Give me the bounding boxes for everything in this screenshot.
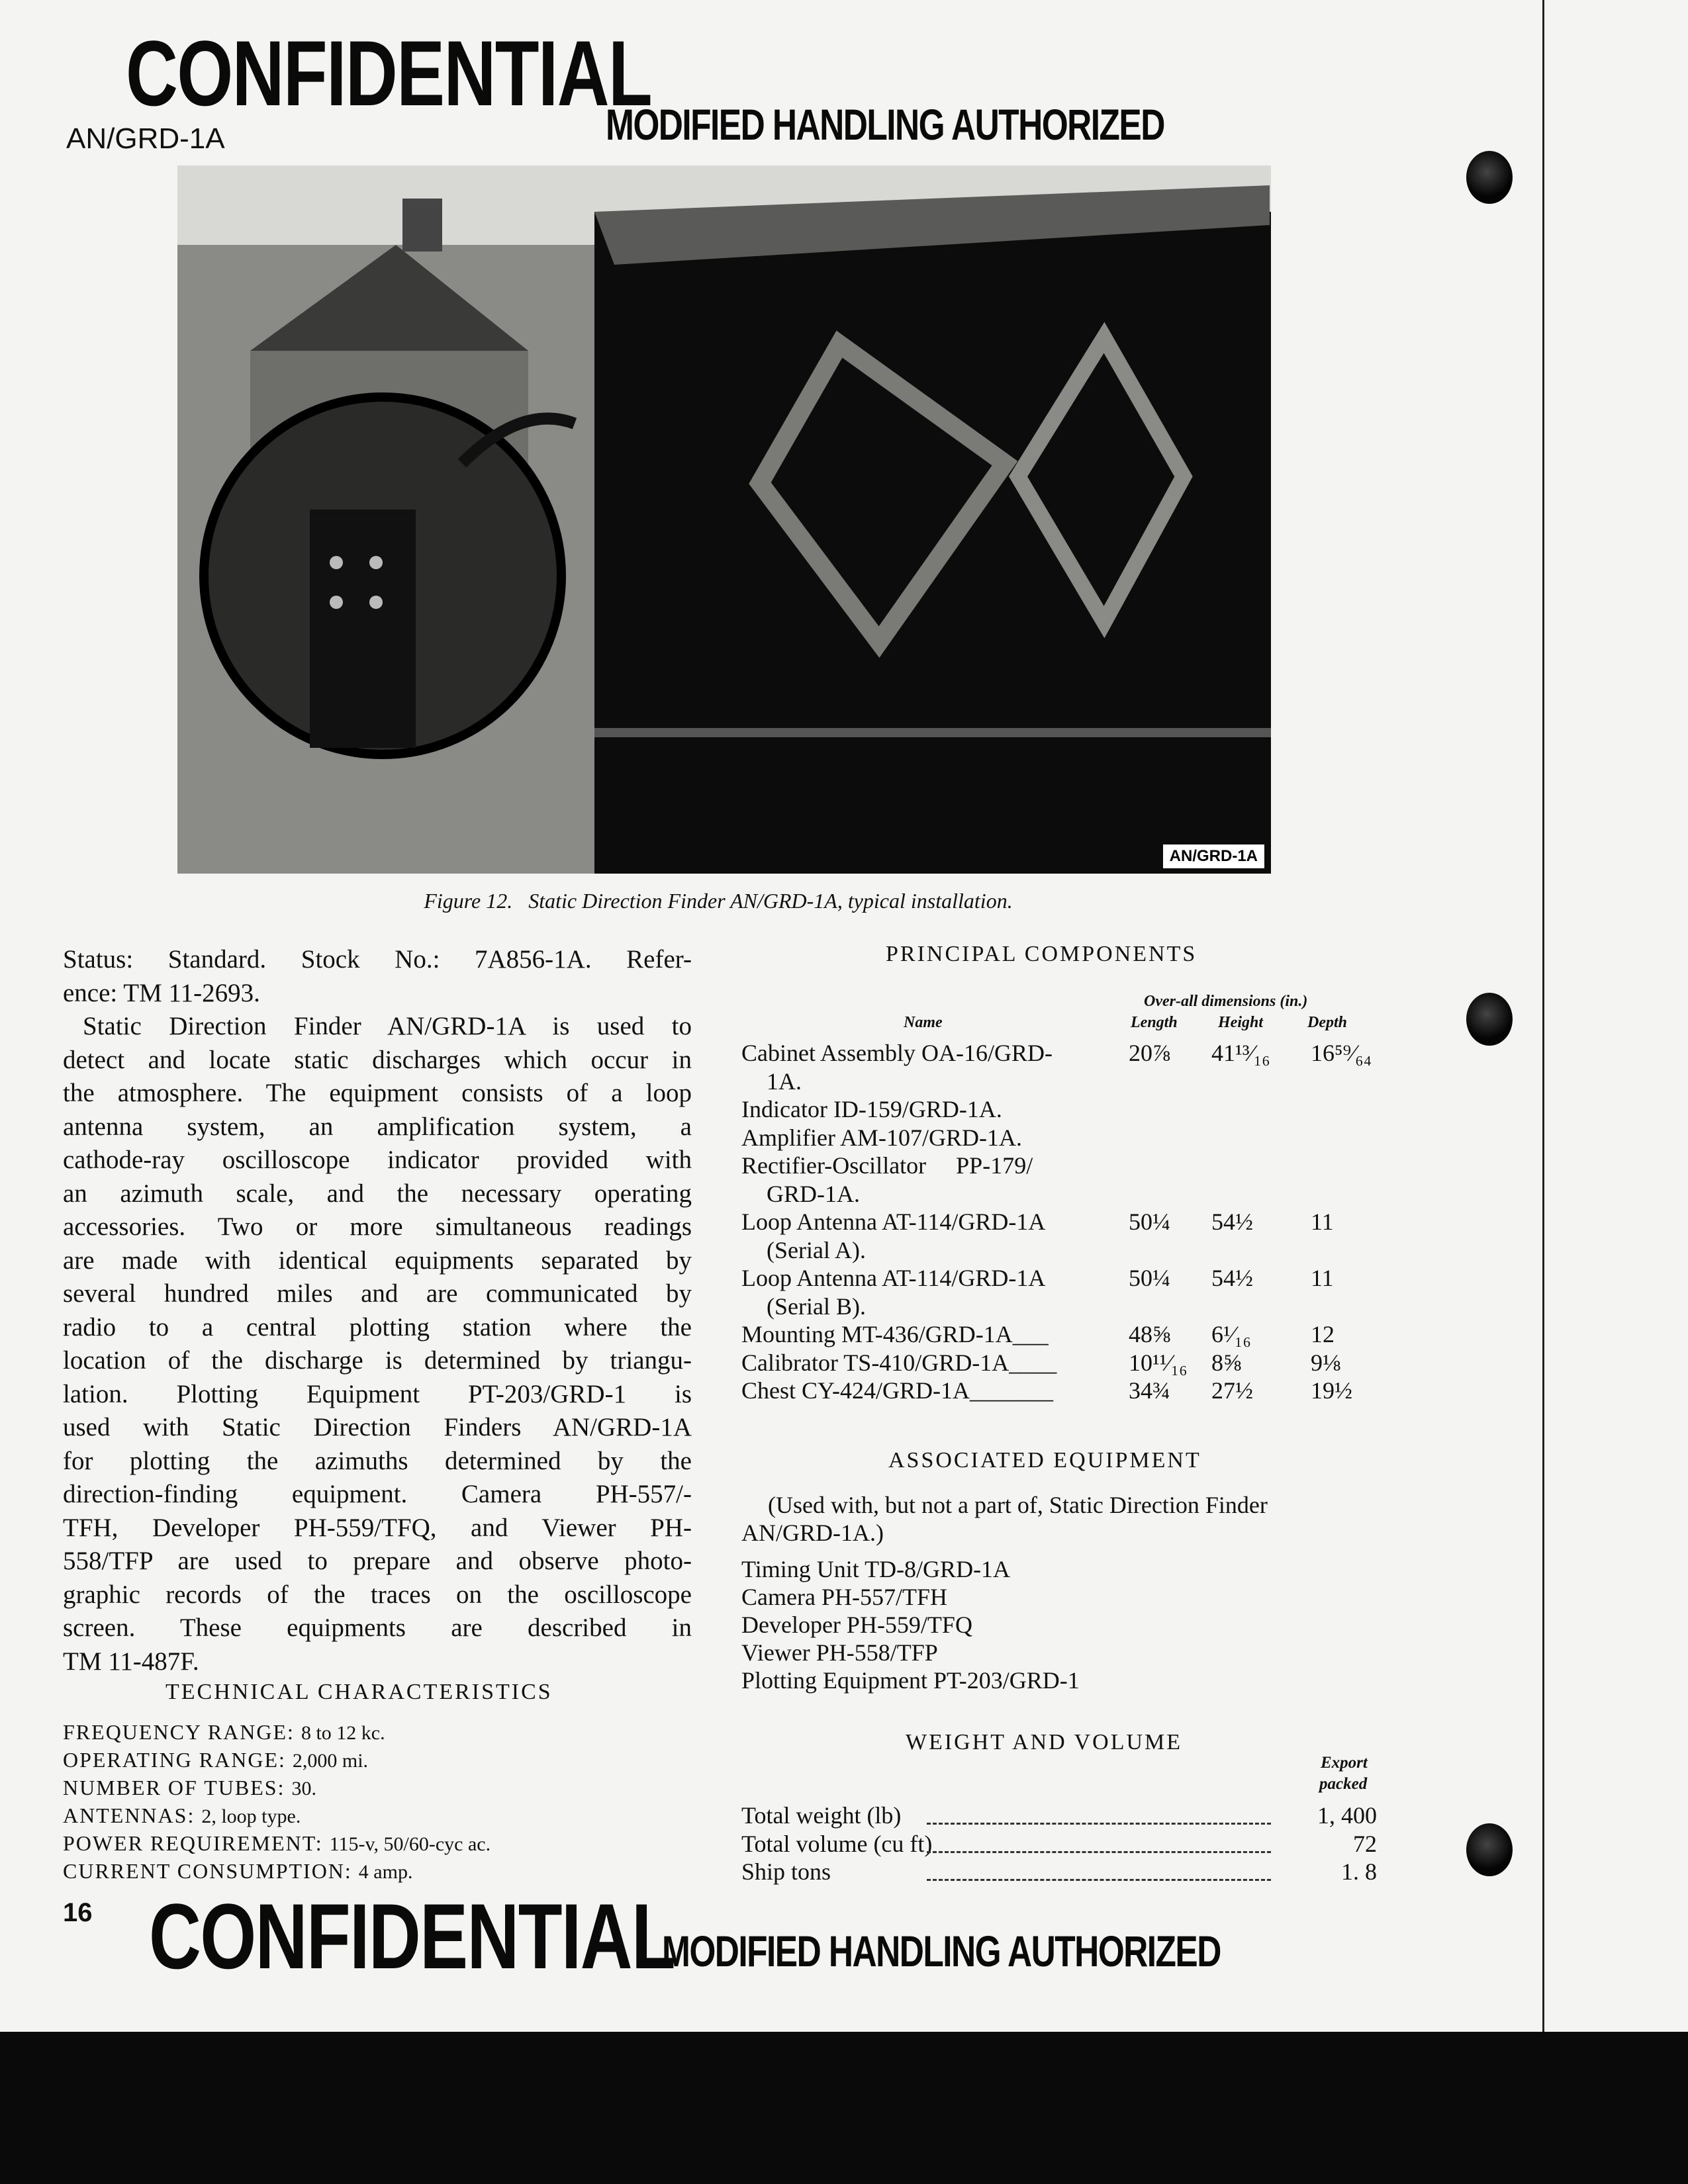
body-line: Static Direction Finder AN/GRD-1A is used to: [83, 1012, 692, 1040]
component-name: Loop Antenna AT-114/GRD-1A: [741, 1265, 1046, 1291]
weight-label: Ship tons: [741, 1858, 831, 1885]
component-name: Cabinet Assembly OA-16/GRD-: [741, 1040, 1053, 1066]
component-depth: 9⅛: [1311, 1349, 1340, 1376]
binder-hole: [1466, 1823, 1513, 1876]
figure-photo: [177, 165, 1271, 874]
component-name-cont: 1A.: [767, 1068, 802, 1095]
body-line: cathode-ray oscilloscope indicator provided with: [63, 1146, 692, 1174]
body-line: ence: TM 11-2693.: [63, 978, 260, 1007]
component-name: Amplifier AM-107/GRD-1A.: [741, 1124, 1022, 1151]
associated-item: Timing Unit TD-8/GRD-1A: [741, 1556, 1011, 1582]
weight-volume-title: WEIGHT AND VOLUME: [906, 1730, 1183, 1754]
body-line: the atmosphere. The equipment consists of a loop: [63, 1079, 692, 1107]
component-name-cont: (Serial B).: [767, 1293, 866, 1320]
body-line: location of the discharge is determined by triangu-: [63, 1346, 692, 1375]
component-name: Mounting MT-436/GRD-1A___: [741, 1321, 1049, 1347]
component-name: Chest CY-424/GRD-1A_______: [741, 1377, 1054, 1404]
component-height: 6¹⁄₁₆: [1211, 1321, 1251, 1347]
weight-label: Total volume (cu ft): [741, 1830, 933, 1857]
associated-note-cont: AN/GRD-1A.): [741, 1520, 884, 1546]
component-depth: 19½: [1311, 1377, 1352, 1404]
modified-handling-stamp-bottom: MODIFIED HANDLING AUTHORIZED: [662, 1927, 1221, 1976]
scan-border: [0, 2032, 1688, 2184]
tech-item: [63, 1746, 368, 1775]
component-height: 54½: [1211, 1208, 1253, 1235]
body-line: TFH, Developer PH-559/TFQ, and Viewer PH-: [63, 1513, 692, 1542]
component-name: Calibrator TS-410/GRD-1A____: [741, 1349, 1057, 1376]
component-length: 50¼: [1129, 1265, 1170, 1291]
tech-item: [63, 1774, 316, 1803]
body-line: graphic records of the traces on the oscilloscope: [63, 1580, 692, 1609]
col-height: Height: [1218, 1014, 1264, 1031]
component-depth: 11: [1311, 1265, 1334, 1291]
tech-value: 2,000 mi.: [292, 1750, 369, 1772]
tech-label: ANTENNAS:: [63, 1803, 195, 1827]
col-length: Length: [1131, 1014, 1178, 1031]
component-depth: 11: [1311, 1208, 1334, 1235]
component-length: 20⅞: [1129, 1040, 1170, 1066]
body-line: Status: Standard. Stock No.: 7A856-1A. Refer-: [63, 945, 692, 974]
binder-hole: [1466, 993, 1513, 1046]
export-header: Export: [1321, 1754, 1368, 1772]
associated-item: Camera PH-557/TFH: [741, 1584, 947, 1610]
dims-header: Over-all dimensions (in.): [1144, 993, 1308, 1010]
col-name: Name: [904, 1014, 943, 1031]
dot-leader: [927, 1851, 1271, 1853]
component-height: 41¹³⁄₁₆: [1211, 1040, 1270, 1066]
component-name-cont: (Serial A).: [767, 1236, 866, 1263]
component-length: 34¾: [1129, 1377, 1170, 1404]
component-length: 48⅝: [1129, 1321, 1170, 1347]
tech-value: 8 to 12 kc.: [301, 1722, 385, 1744]
component-height: 54½: [1211, 1265, 1253, 1291]
component-length: 50¼: [1129, 1208, 1170, 1235]
component-depth: 16⁵⁹⁄₆₄: [1311, 1040, 1372, 1066]
component-name-cont: GRD-1A.: [767, 1180, 860, 1207]
body-line: radio to a central plotting station where the: [63, 1312, 692, 1342]
tech-item: [63, 1857, 412, 1886]
confidential-stamp-bottom: CONFIDENTIAL: [149, 1884, 675, 1988]
tech-label: CURRENT CONSUMPTION:: [63, 1859, 352, 1883]
associated-note: (Used with, but not a part of, Static Direction Finder: [768, 1492, 1268, 1518]
body-line: are made with identical equipments separated by: [63, 1246, 692, 1275]
page-edge-line: [1542, 0, 1544, 2032]
body-line: 558/TFP are used to prepare and observe photo-: [63, 1547, 692, 1575]
associated-item: Developer PH-559/TFQ: [741, 1612, 972, 1638]
body-line: detect and locate static discharges which occur in: [63, 1045, 692, 1074]
weight-value: 1, 400: [1317, 1802, 1377, 1829]
body-line: several hundred miles and are communicated by: [63, 1279, 692, 1308]
body-line: antenna system, an amplification system, a: [63, 1112, 692, 1141]
packed-header: packed: [1319, 1775, 1368, 1793]
weight-value: 72: [1353, 1830, 1377, 1857]
associated-item: Viewer PH-558/TFP: [741, 1639, 938, 1666]
tech-label: NUMBER OF TUBES:: [63, 1776, 285, 1799]
photo-label: AN/GRD-1A: [1163, 844, 1264, 868]
dot-leader: [927, 1823, 1271, 1825]
principal-components-title: PRINCIPAL COMPONENTS: [886, 942, 1197, 966]
tech-value: 4 amp.: [358, 1861, 413, 1883]
body-line: an azimuth scale, and the necessary operating: [63, 1179, 692, 1208]
tech-value: 115-v, 50/60-cyc ac.: [329, 1833, 491, 1855]
technical-characteristics-title: TECHNICAL CHARACTERISTICS: [165, 1680, 553, 1704]
tech-item: [63, 1829, 491, 1858]
body-line: direction-finding equipment. Camera PH-557/-: [63, 1480, 692, 1508]
associated-equipment-title: ASSOCIATED EQUIPMENT: [888, 1448, 1201, 1473]
page-number: 16: [63, 1898, 93, 1927]
component-name: Rectifier-Oscillator PP-179/: [741, 1152, 1033, 1179]
confidential-stamp-top: CONFIDENTIAL: [126, 21, 652, 125]
body-line: TM 11-487F.: [63, 1647, 199, 1676]
component-depth: 12: [1311, 1321, 1335, 1347]
tech-label: OPERATING RANGE:: [63, 1748, 286, 1772]
designation-header: AN/GRD-1A: [66, 122, 225, 155]
component-height: 27½: [1211, 1377, 1253, 1404]
component-name: Indicator ID-159/GRD-1A.: [741, 1096, 1002, 1122]
tech-label: FREQUENCY RANGE:: [63, 1720, 295, 1744]
tech-value: 2, loop type.: [201, 1805, 301, 1827]
tech-value: 30.: [291, 1778, 316, 1799]
binder-hole: [1466, 151, 1513, 204]
weight-label: Total weight (lb): [741, 1802, 902, 1829]
body-line: for plotting the azimuths determined by the: [63, 1446, 692, 1475]
body-line: screen. These equipments are described in: [63, 1614, 692, 1642]
associated-item: Plotting Equipment PT-203/GRD-1: [741, 1667, 1080, 1694]
modified-handling-stamp-top: MODIFIED HANDLING AUTHORIZED: [606, 100, 1164, 149]
tech-item: [63, 1718, 385, 1747]
tech-label: POWER REQUIREMENT:: [63, 1831, 323, 1855]
component-name: Loop Antenna AT-114/GRD-1A: [741, 1208, 1046, 1235]
col-depth: Depth: [1307, 1014, 1347, 1031]
tech-item: [63, 1801, 301, 1831]
body-line: used with Static Direction Finders AN/GRD-1A: [63, 1413, 692, 1441]
figure-caption: Figure 12. Static Direction Finder AN/GRD-1A, typical installation.: [424, 889, 1013, 913]
weight-value: 1. 8: [1341, 1858, 1377, 1885]
dot-leader: [927, 1879, 1271, 1881]
body-line: lation. Plotting Equipment PT-203/GRD-1 is: [63, 1379, 692, 1408]
component-height: 8⅝: [1211, 1349, 1241, 1376]
body-line: accessories. Two or more simultaneous readings: [63, 1212, 692, 1241]
component-length: 10¹¹⁄₁₆: [1129, 1349, 1188, 1376]
